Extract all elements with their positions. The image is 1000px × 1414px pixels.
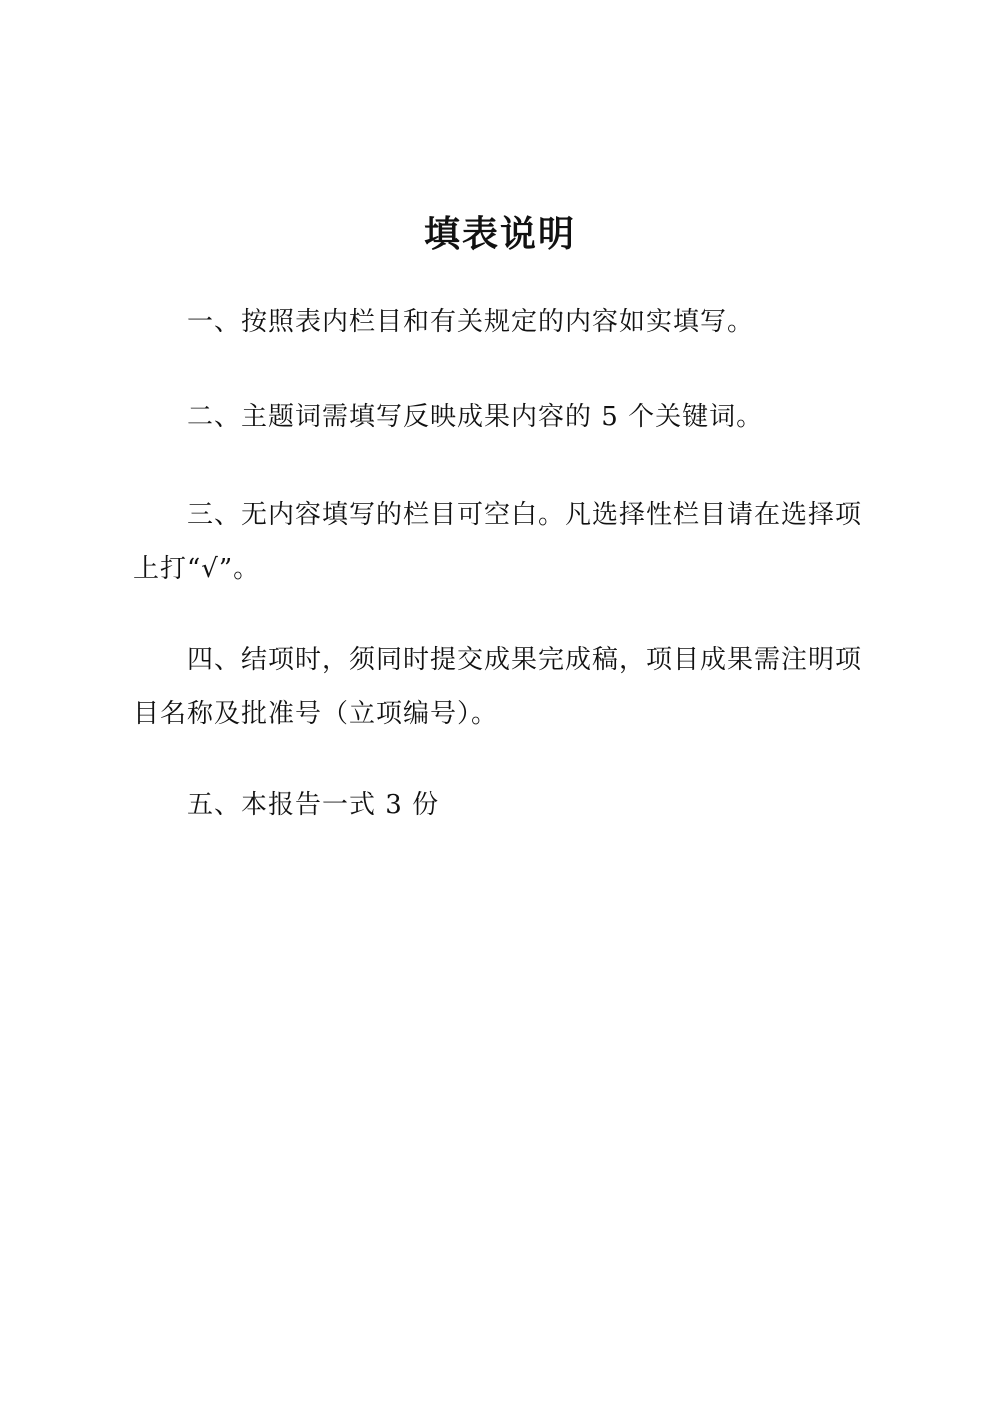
instruction-item-2: 二、主题词需填写反映成果内容的 5 个关键词。: [187, 402, 764, 432]
instruction-item-5: 五、本报告一式 3 份: [187, 790, 440, 820]
instruction-item-1: 一、按照表内栏目和有关规定的内容如实填写。: [187, 307, 755, 337]
instruction-item-3: 三、无内容填写的栏目可空白。凡选择性栏目请在选择项上打“√”。: [133, 500, 863, 584]
page-title: 填表说明: [423, 214, 576, 255]
instruction-item-4: 四、结项时，须同时提交成果完成稿，项目成果需注明项目名称及批准号（立项编号）。: [133, 645, 863, 729]
